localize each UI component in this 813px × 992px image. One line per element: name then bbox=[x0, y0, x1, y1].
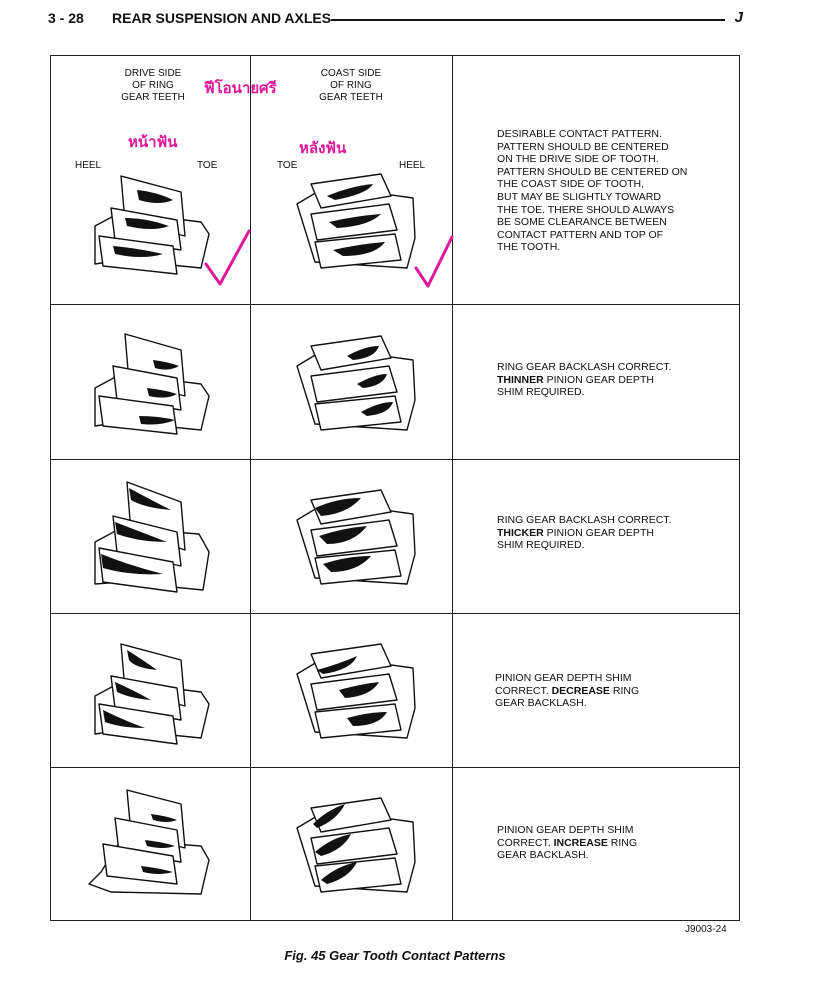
drive-toe-label: TOE bbox=[197, 160, 218, 171]
drive-heel-label: HEEL bbox=[75, 160, 102, 171]
column-divider bbox=[452, 56, 453, 920]
page-header bbox=[48, 8, 743, 30]
row-divider bbox=[51, 767, 739, 768]
thai-annotation-top: ฟีโอนายศรี bbox=[204, 79, 277, 97]
thai-annotation-drive: หน้าฟัน bbox=[128, 133, 178, 151]
drive-side-heading: DRIVE SIDE OF RING GEAR TEETH bbox=[121, 68, 185, 103]
thai-annotation-coast: หลังฟัน bbox=[299, 139, 347, 157]
row-5-description: PINION GEAR DEPTH SHIM CORRECT. INCREASE RING GEAR BACKLASH. bbox=[497, 824, 638, 862]
row-divider bbox=[51, 304, 739, 305]
manual-code: J bbox=[734, 9, 743, 26]
header-rule bbox=[331, 19, 725, 21]
coast-toe-label: TOE bbox=[277, 160, 298, 171]
coast-heel-label: HEEL bbox=[399, 160, 426, 171]
row-divider bbox=[51, 459, 739, 460]
row-4-description: PINION GEAR DEPTH SHIM CORRECT. DECREASE RING GEAR BACKLASH. bbox=[495, 672, 640, 710]
row-1-description: DESIRABLE CONTACT PATTERN. PATTERN SHOULD BE CENTERED ON THE DRIVE SIDE OF TOOTH. PATTERN SHOULD BE CENTERED ON THE COAST SIDE OF TOOTH, BUT MAY BE SLIGHTLY TOWARD THE TOE. THERE SHOULD ALWAYS BE SOME CLEARANCE BETWEEN CONTACT PATTERN AND TOP OF THE TOOTH. bbox=[497, 128, 688, 254]
contact-pattern-table bbox=[50, 55, 740, 921]
section-title: REAR SUSPENSION AND AXLES bbox=[112, 10, 332, 26]
page-number: 3 - 28 bbox=[48, 10, 84, 26]
figure-caption: Fig. 45 Gear Tooth Contact Patterns bbox=[284, 948, 506, 963]
row-divider bbox=[51, 613, 739, 614]
row-2-description: RING GEAR BACKLASH CORRECT. THINNER PINION GEAR DEPTH SHIM REQUIRED. bbox=[497, 361, 672, 399]
figure-id: J9003-24 bbox=[685, 924, 727, 935]
column-divider bbox=[250, 56, 251, 920]
row-3-description: RING GEAR BACKLASH CORRECT. THICKER PINION GEAR DEPTH SHIM REQUIRED. bbox=[497, 514, 672, 552]
coast-side-heading: COAST SIDE OF RING GEAR TEETH bbox=[319, 68, 383, 103]
